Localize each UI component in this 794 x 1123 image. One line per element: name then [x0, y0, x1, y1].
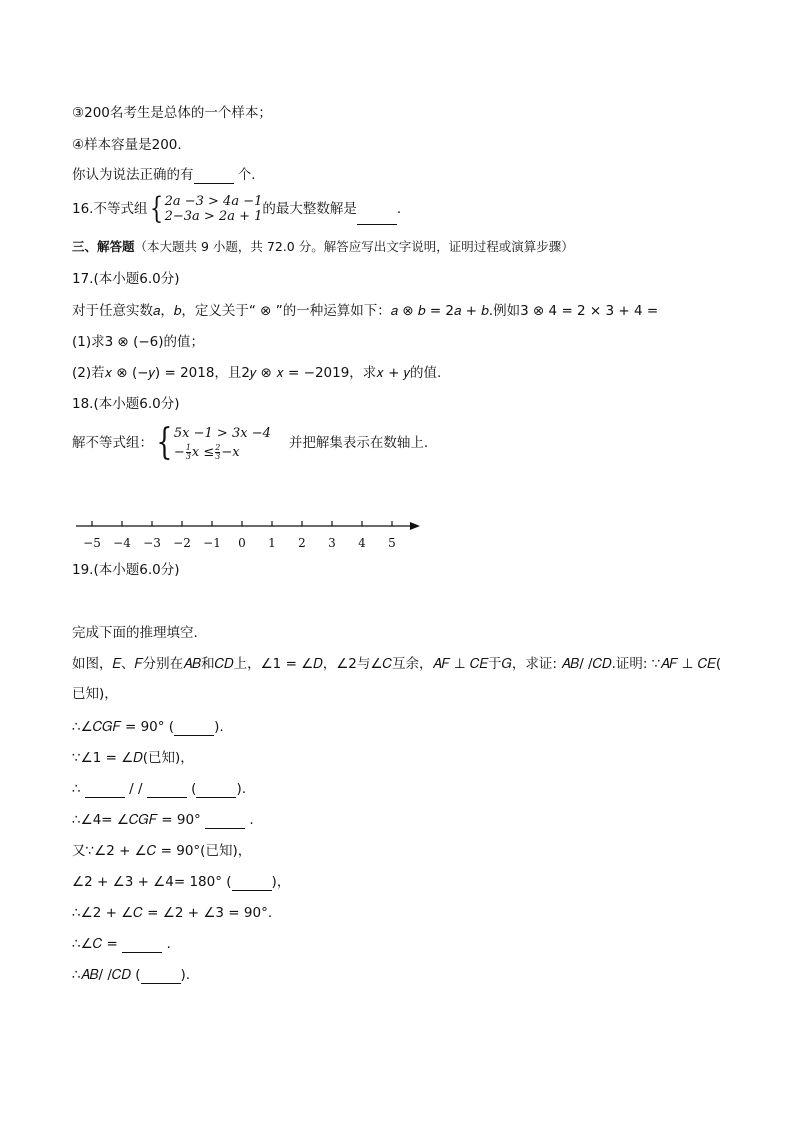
inequality-system-16: { 2𝑎 −3 > 4𝑎 −1 2−3𝑎 > 2𝑎 + 1	[150, 191, 263, 226]
answer-blank[interactable]	[147, 783, 187, 798]
question-19-given-cont: 已知)，	[72, 686, 118, 702]
reason-blank[interactable]	[141, 969, 181, 984]
reason-blank[interactable]	[232, 876, 272, 891]
reason-blank[interactable]	[205, 814, 245, 829]
number-line-tick-label: 5	[388, 536, 396, 550]
number-line-tick-label: −4	[113, 536, 131, 550]
question-17-part-2: (2)若𝑥 ⊗ (−𝑦) = 2018，且2𝑦 ⊗ 𝑥 = −2019，求𝑥 + 𝑦的值.	[72, 365, 442, 381]
question-18-text: 解不等式组： { 5𝑥 −1 > 3𝑥 −4 − $\frac{1}{3}$ 𝑥 ≤ $\frac{2}{3}$ −𝑥 并把解集表示在数轴上.	[72, 422, 429, 463]
proof-step-6: ∠2 + ∠3 + ∠4= 180° ( )，	[72, 874, 291, 890]
question-15-answer-line: 你认为说法正确的有 个.	[72, 167, 256, 183]
answer-blank[interactable]	[122, 938, 162, 953]
proof-step-5: 又∵∠2 + ∠𝐶 = 90°(已知)，	[72, 843, 252, 859]
question-19-heading: 19.(本小题6.0分)	[72, 562, 180, 578]
proof-step-8: ∴∠𝐶 = .	[72, 936, 171, 952]
question-19-given: 如图，𝐸、𝐹分别在𝐴𝐵和𝐶𝐷上，∠1 = ∠𝐷，∠2与∠𝐶互余，𝐴𝐹 ⊥ 𝐶𝐸于𝐺，求证: 𝐴𝐵/ /𝐶𝐷.证明: ∵𝐴𝐹 ⊥ 𝐶𝐸(	[72, 656, 722, 672]
reason-blank[interactable]	[174, 721, 214, 736]
statement-3: ③200名考生是总体的一个样本；	[72, 105, 272, 121]
number-line-tick-label: 3	[328, 536, 336, 550]
proof-step-2: ∵∠1 = ∠𝐷(已知)，	[72, 750, 194, 766]
question-17-text: 对于任意实数𝑎，𝑏，定义关于“ ⊗ ”的一种运算如下：𝑎 ⊗ 𝑏 = 2𝑎 + 𝑏.例如3 ⊗ 4 = 2 × 3 + 4 =	[72, 303, 659, 319]
question-17-part-1: (1)求3 ⊗ (−6)的值；	[72, 334, 205, 350]
section-3-heading: 三、解答题（本大题共 9 小题，共 72.0 分。解答应写出文字说明，证明过程或演算步骤）	[72, 239, 574, 254]
proof-step-4: ∴∠4= ∠𝐶𝐺𝐹 = 90° .	[72, 812, 254, 828]
number-line-tick-label: 1	[268, 536, 276, 550]
number-line-tick-label: −1	[203, 536, 221, 550]
number-line-tick-label: −2	[173, 536, 191, 550]
answer-blank[interactable]	[194, 169, 234, 184]
question-16: 16.不等式组 { 2𝑎 −3 > 4𝑎 −1 2−3𝑎 > 2𝑎 + 1 的最大整数解是 .	[72, 191, 402, 226]
proof-step-1: ∴∠𝐶𝐺𝐹 = 90° ( ).	[72, 719, 224, 735]
proof-step-7: ∴∠2 + ∠𝐶 = ∠2 + ∠3 = 90°.	[72, 905, 273, 921]
question-19-intro: 完成下面的推理填空.	[72, 625, 198, 641]
proof-step-9: ∴𝐴𝐵/ /𝐶𝐷 ( ).	[72, 967, 191, 983]
proof-step-3: ∴ / / ( ).	[72, 781, 246, 797]
answer-blank[interactable]	[85, 783, 125, 798]
answer-blank[interactable]	[357, 210, 397, 225]
reason-blank[interactable]	[196, 783, 236, 798]
inequality-system-18: { 5𝑥 −1 > 3𝑥 −4 − $\frac{1}{3}$ 𝑥 ≤ $\frac{2}{3}$ −𝑥	[156, 422, 271, 463]
number-line-tick-label: 4	[358, 536, 366, 550]
number-line-tick-label: 0	[238, 536, 246, 550]
question-18-heading: 18.(本小题6.0分)	[72, 396, 180, 412]
number-line	[70, 512, 430, 552]
number-line-tick-label: −5	[83, 536, 101, 550]
number-line-tick-label: −3	[143, 536, 161, 550]
number-line-arrow	[410, 522, 420, 530]
question-17-heading: 17.(本小题6.0分)	[72, 271, 180, 287]
number-line-tick-label: 2	[298, 536, 306, 550]
statement-4: ④样本容量是200.	[72, 137, 182, 153]
